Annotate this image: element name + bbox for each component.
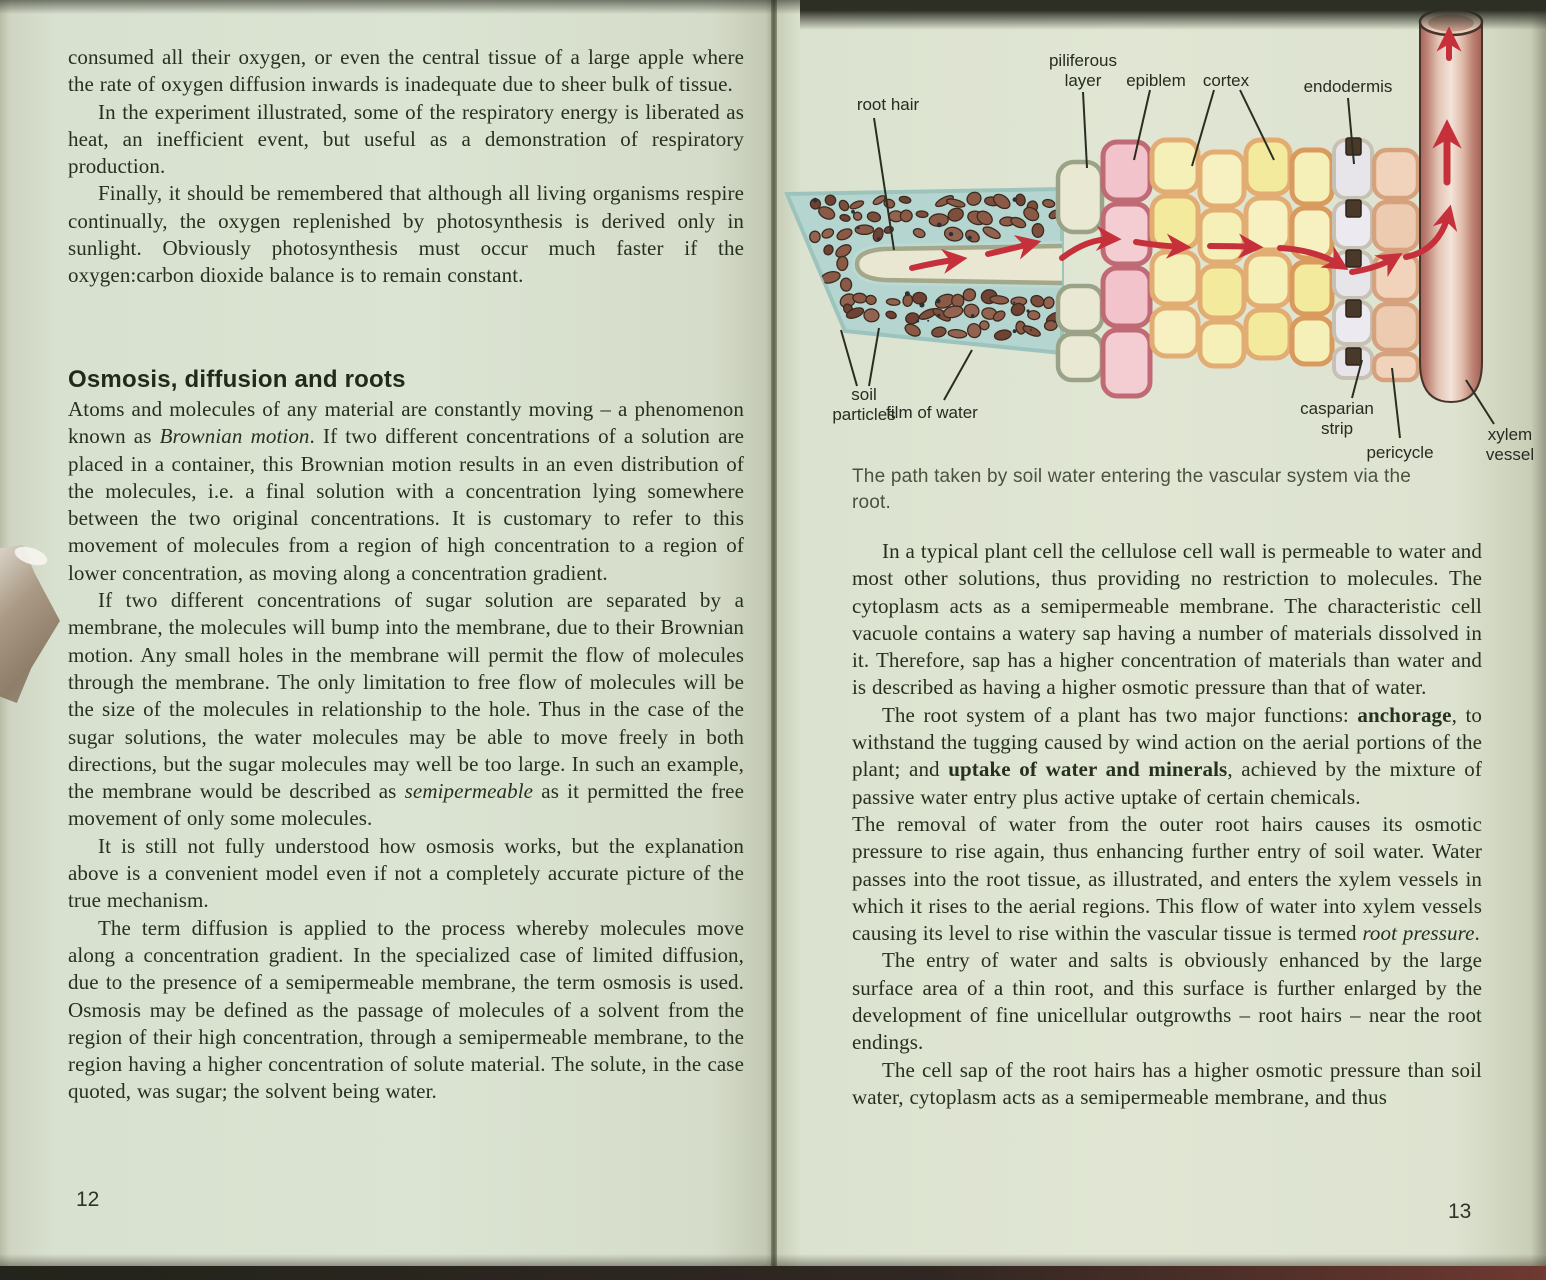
label-piliferous-layer-1: piliferous xyxy=(1048,51,1118,70)
label-xylem-vessel-2: vessel xyxy=(1485,445,1535,464)
label-casparian-strip-2: strip xyxy=(1320,419,1354,438)
label-pericycle: pericycle xyxy=(1366,443,1434,462)
page-number-left: 12 xyxy=(76,1188,100,1211)
paragraph: It is still not fully understood how osmosis works, but the explanation above is a convenient model even if not a completely accurate picture of the true mechanism. xyxy=(68,833,744,913)
label-xylem-vessel-1: xylem xyxy=(1487,425,1533,444)
paragraph: The term diffusion is applied to the process whereby molecules move along a concentration gradient. In the specialized case of limited diffusion, due to the presence of a semipermeable membrane, the term osmosis is used. Osmosis may be defined as the passage of molecules of a solvent from the region of their high concentration, through a semipermeable membrane, to the region having a higher concentration of solute material. The solute, in the case quoted, was sugar; the solvent being water. xyxy=(68,915,744,1104)
paragraph: consumed all their oxygen, or even the central tissue of a large apple where the rate of oxygen diffusion inwards is inadequate due to sheer bulk of tissue. xyxy=(68,45,744,97)
label-casparian-strip-1: casparian xyxy=(1300,399,1374,418)
label-root-hair: root hair xyxy=(856,95,920,114)
paragraph: If two different concentrations of sugar solution are separated by a membrane, the molecules will bump into the membrane, due to their Brownian motion. Any small holes in the membrane will permit the flow of molecules through the membrane. The only limitation to free flow of molecules will be the size of the molecules in relationship to the hole. Thus in the case of the sugar solutions, the water molecules may be able to move freely in both directions, but the sugar molecules may well be too large. In such an example, the membrane would be described as semipermeable as it permitted the free movement of only some molecules. xyxy=(68,588,745,831)
left-text-upper xyxy=(68,44,744,290)
left-heading-wrap xyxy=(68,352,744,401)
book-spine xyxy=(771,0,777,1280)
label-endodermis: endodermis xyxy=(1303,77,1393,96)
label-soil-particles-1: soil xyxy=(851,385,877,404)
paragraph: In the experiment illustrated, some of the respiratory energy is liberated as heat, an inefficient event, but useful as a demonstration of respiratory production. xyxy=(68,99,744,179)
paragraph: In a typical plant cell the cellulose cell wall is permeable to water and most other solutions, thus providing no restriction to molecules. The cytoplasm acts as a semipermeable membrane. The characteristic cell vacuole contains a watery sap having a number of materials dissolved in it. Therefore, sap has a higher concentration of materials than water and is described as having a higher osmotic pressure than that of water. xyxy=(852,539,1482,700)
right-text xyxy=(852,538,1482,1111)
label-cortex: cortex xyxy=(1202,71,1250,90)
paragraph: The removal of water from the outer root hairs causes its osmotic pressure to rise again, thus enhancing further entry of soil water. Water passes into the root tissue, as illustrated, and enters the xylem vessels in which it rises to the aerial regions. This flow of water into xylem vessels causing its level to rise within the vascular tissue is termed root pressure. xyxy=(852,811,1482,946)
left-text-lower xyxy=(68,396,744,1106)
label-soil-particles-2: particles xyxy=(832,405,896,424)
paragraph: Atoms and molecules of any material are constantly moving – a phenomenon known as Brownian motion. If two different concentrations of a solution are placed in a container, this Brownian motion results in an even distribution of the molecules, i.e. a final solution with a concentration lying somewhere between the two original concentrations. It is customary to refer to this movement of molecules from a region of high concentration to a region of lower concentration, as moving along a concentration gradient. xyxy=(68,397,745,585)
page-number-right: 13 xyxy=(1448,1200,1472,1223)
paragraph: The entry of water and salts is obviously enhanced by the large surface area of a thin root, and this surface is further enlarged by the development of fine unicellular outgrowths – root hairs – near the root endings. xyxy=(852,948,1482,1055)
section-heading: Osmosis, diffusion and roots xyxy=(68,366,406,393)
scan-edge-bottom xyxy=(0,1266,1546,1280)
label-piliferous-layer-2: layer xyxy=(1064,71,1102,90)
figure-caption: The path taken by soil water entering the vascular system via the root. xyxy=(852,466,1411,513)
label-film-of-water: film of water xyxy=(886,403,978,422)
paragraph: The root system of a plant has two major functions: anchorage, to withstand the tugging caused by wind action on the aerial portions of the plant; and uptake of water and minerals, achieved by the mixture of passive water entry plus active uptake of certain chemicals. xyxy=(852,702,1482,809)
label-epiblem: epiblem xyxy=(1126,71,1186,90)
paragraph: The cell sap of the root hairs has a higher osmotic pressure than soil water, cytoplasm acts as a semipermeable membrane, and thus xyxy=(852,1057,1482,1109)
paragraph: Finally, it should be remembered that although all living organisms respire continually, the oxygen replenished by photosynthesis is derived only in sunlight. Obviously photosynthesis must occur much faster if the oxygen:carbon dioxide balance is to remain constant. xyxy=(68,181,744,288)
